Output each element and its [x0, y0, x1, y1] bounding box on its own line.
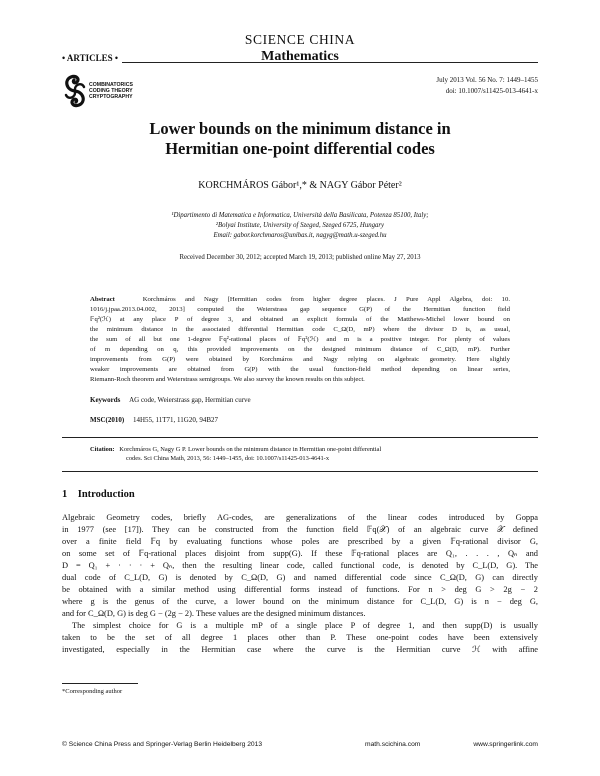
copyright: © Science China Press and Springer-Verlag Berlin Heidelberg 2013 — [62, 741, 263, 748]
body-line: dual code of C_L(D, G) is denoted by C_Ω(D, G) and named differential code since C_Ω(D, G) can directly — [62, 573, 538, 582]
journal-subject: Mathematics — [261, 49, 339, 64]
email[interactable]: Email: gabor.korchmaros@unibas.it, nagyg@math.u-szeged.hu — [213, 232, 387, 239]
msc-text: 14H55, 11T71, 11G20, 94B27 — [132, 416, 219, 424]
abstract-label: Abstract — [90, 296, 115, 303]
citation-label: Citation: — [90, 446, 115, 453]
keywords — [90, 396, 510, 406]
issue-info: July 2013 Vol. 56 No. 7: 1449–1455 — [436, 76, 538, 84]
abstract-line: the minimum distance in the associated differential Hermitian code C_Ω(D, mP) where the divisor D is, as usual, — [90, 326, 510, 333]
abstract-text: Korchmáros and Nagy [Hermitian codes from higher degree places. J Pure Appl Algebra, doi: 10. — [142, 296, 510, 303]
affiliation-2: ²Bolyai Institute, University of Szeged, Szeged 6725, Hungary — [215, 222, 385, 229]
body-line: where g is the genus of the curve, a lower bound on the minimum distance for C_L(D, G) is n − deg G, — [62, 597, 538, 606]
body-line: and for C_Ω(D, G) is deg G − (2g − 2). These values are the designed minimum distances. — [62, 609, 366, 618]
paper-title — [0, 119, 600, 159]
msc-label: MSC(2010) — [90, 416, 125, 424]
section-heading — [62, 489, 135, 500]
keywords-text: AG code, Weierstrass gap, Hermitian curve — [129, 396, 251, 404]
abstract-line: of m depending on q, this provided improvements on the designed minimum distance of C_Ω(D, mP). Further — [90, 346, 510, 353]
journal-website-link[interactable]: math.scichina.com — [365, 741, 421, 748]
keywords-label: Keywords — [90, 396, 121, 404]
body-line: investigated, especially in the Hermitian case where the curve is the Hermitian curve ℋ with affine — [62, 645, 538, 654]
citation-line-1: Korchmáros G, Nagy G P. Lower bounds on the minimum distance in Hermitian one-point differential — [119, 446, 382, 453]
abstract-line: 1016/j.jpaa.2013.04.002, 2013] computed the Weierstrass gap sequence G(P) of the Hermitian function field — [90, 306, 510, 313]
section-title: Introduction — [77, 489, 135, 500]
section-number: 1 — [62, 489, 68, 500]
logo-line-1: COMBINATORICS — [89, 82, 133, 88]
abstract-line: weaker improvements are obtained from G(P) with the usual function-field method depending on linear series, — [90, 366, 510, 373]
received-dates: Received December 30, 2012; accepted March 19, 2013; published online May 27, 2013 — [179, 254, 421, 261]
body-line: be obtained with a similar method using differential forms instead of functions. For n > deg G > 2g − 2 — [62, 585, 538, 594]
citation-line-2: codes. Sci China Math, 2013, 56: 1449–1455, doi: 10.1007/s11425-013-4641-x — [126, 455, 330, 463]
authors: KORCHMÁROS Gábor¹,* & NAGY Gábor Péter² — [198, 180, 402, 191]
journal-title: SCIENCE CHINA — [244, 32, 356, 47]
footnote-rule — [62, 683, 138, 684]
doi[interactable]: doi: 10.1007/s11425-013-4641-x — [445, 87, 538, 95]
body-line: over a finite field 𝔽q by evaluating functions whose poles are prescribed by a given 𝔽q-rational divisor G, — [62, 537, 538, 546]
abstract-line: Riemann-Roch theorem and Weierstrass semigroups. We also survey the known results on this subject. — [90, 376, 365, 383]
abstract-line: the sum of all but one 1-degree 𝔽q²-rational places of 𝔽q²(ℋ) and m is a positive integer. For plenty of values — [90, 336, 510, 343]
body-line: in 1977 (see [17]). They can be constructed from the function field 𝔽q(𝒳) of an algebraic curve 𝒳 defined — [62, 525, 538, 534]
section-tag: • ARTICLES • — [62, 53, 122, 63]
abstract-line — [90, 295, 510, 305]
affiliation-1: ¹Dipartimento di Matematica e Informatica, Università della Basilicata, Potenza 85100, Italy; — [171, 212, 429, 219]
body-line: taken to be the set of all degree 1 places other than P. These one-point codes have been extensively — [62, 633, 538, 642]
journal-logo — [62, 74, 182, 110]
abstract-line: improvements from G(P) were obtained by Korchmáros and Nagy relying on algebraic geometry. Here slightly — [90, 356, 510, 363]
citation-block — [90, 445, 510, 464]
swirl-logo-icon — [62, 74, 88, 108]
body-line: on some set of 𝔽q-rational places disjoint from supp(G). If these 𝔽q-rational places are Q₁, . . . , Qₙ and — [62, 549, 538, 558]
issue-meta — [436, 75, 538, 97]
citation-rule-top — [62, 437, 538, 438]
body-line: Algebraic Geometry codes, briefly AG-codes, are generalizations of the linear codes introduced by Goppa — [62, 513, 538, 522]
abstract-line: 𝔽q²(ℋ) at any place P of degree 3, and obtained an explicit formula of the Matthews-Michel lower bound on — [90, 316, 510, 323]
body-line: The simplest choice for G is a multiple mP of a single place P of degree 1, and then supp(D) is usually — [72, 621, 538, 630]
affiliations — [0, 211, 600, 241]
msc-codes — [90, 416, 510, 426]
body-line: D = Q₁ + · · · + Qₙ, then the resulting linear code, called functional code, is denoted by C_L(D, G). The — [62, 561, 538, 570]
header-rule — [62, 62, 538, 63]
logo-text — [89, 82, 133, 100]
logo-line-3: CRYPTOGRAPHY — [89, 94, 133, 100]
logo-line-2: CODING THEORY — [89, 88, 133, 94]
footnote: *Corresponding author — [62, 688, 123, 695]
springerlink-link[interactable]: www.springerlink.com — [473, 741, 538, 748]
title-line-1: Lower bounds on the minimum distance in — [149, 119, 451, 138]
title-line-2: Hermitian one-point differential codes — [165, 139, 435, 158]
citation-rule-bottom — [62, 471, 538, 472]
